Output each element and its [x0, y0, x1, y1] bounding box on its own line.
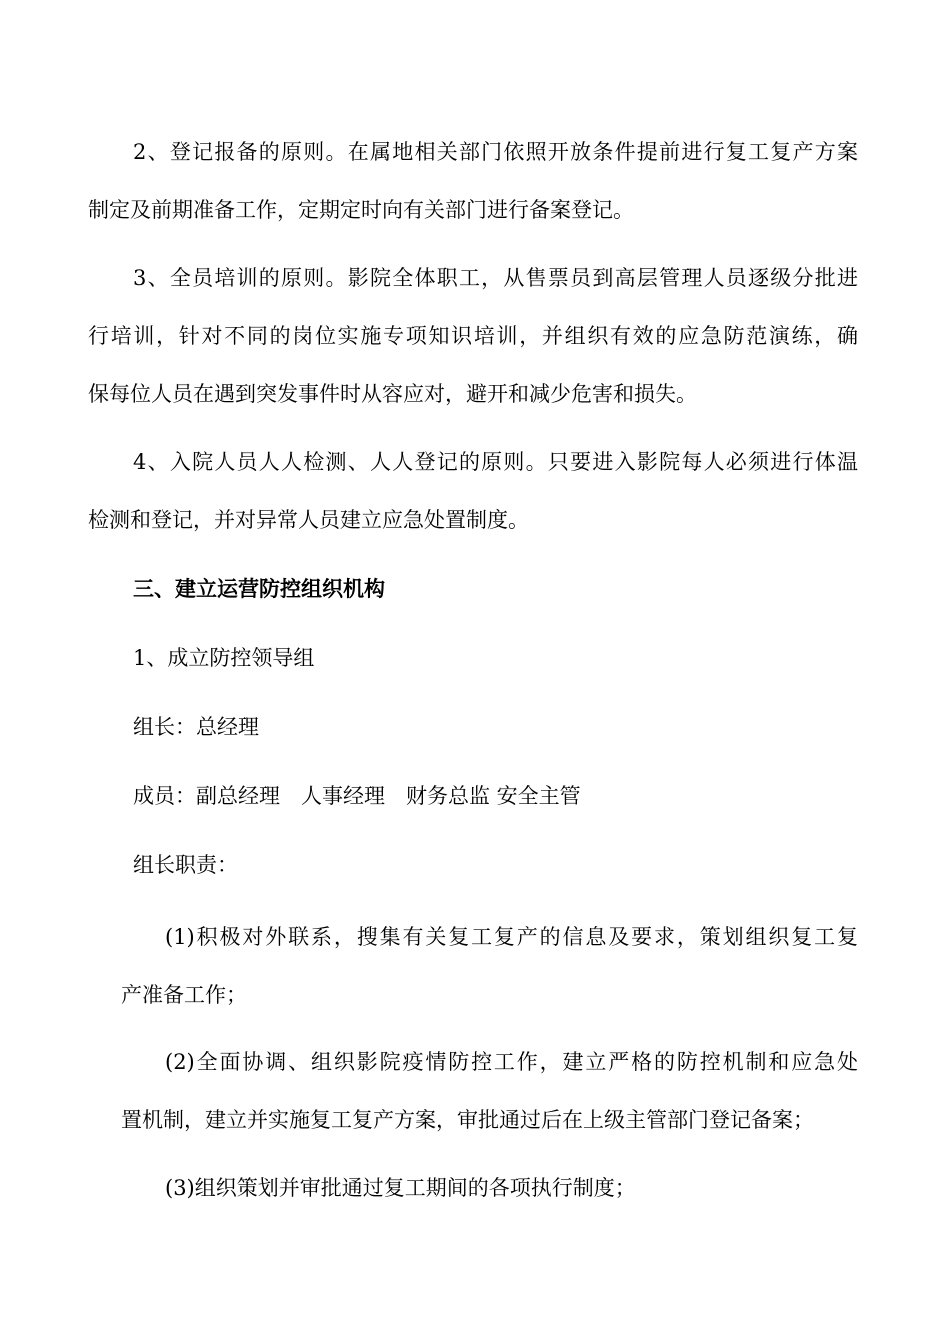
members-line: 成员：副总经理 人事经理 财务总监 安全主管 [133, 784, 581, 808]
para-4-line-2: 检测和登记，并对异常人员建立应急处置制度。 [88, 508, 529, 532]
duty-2-line-1: (2)全面协调、组织影院疫情防控工作，建立严格的防控机制和应急处 [165, 1050, 858, 1074]
duty-1-line-1: (1)积极对外联系，搜集有关复工复产的信息及要求，策划组织复工复 [165, 925, 858, 949]
duty-3-line-1: (3)组织策划并审批通过复工期间的各项执行制度； [165, 1176, 636, 1200]
duty-1-line-2: 产准备工作； [121, 983, 247, 1007]
duty-2-line-2: 置机制，建立并实施复工复产方案，审批通过后在上级主管部门登记备案； [121, 1108, 814, 1132]
section-3-heading: 三、建立运营防控组织机构 [133, 576, 385, 601]
duties-title: 组长职责： [133, 853, 238, 877]
subsection-1-title: 1、成立防控领导组 [133, 646, 315, 670]
para-4-line-1: 4、入院人员人人检测、人人登记的原则。只要进入影院每人必须进行体温 [133, 450, 858, 474]
para-2-line-1: 2、登记报备的原则。在属地相关部门依照开放条件提前进行复工复产方案 [133, 140, 858, 164]
para-3-line-3: 保每位人员在遇到突发事件时从容应对，避开和减少危害和损失。 [88, 382, 697, 406]
para-3-line-2: 行培训，针对不同的岗位实施专项知识培训，并组织有效的应急防范演练，确 [88, 324, 858, 348]
para-2-line-2: 制定及前期准备工作，定期定时向有关部门进行备案登记。 [88, 198, 634, 222]
para-3-line-1: 3、全员培训的原则。影院全体职工，从售票员到高层管理人员逐级分批进 [133, 266, 858, 290]
leader-line: 组长：总经理 [133, 715, 259, 739]
